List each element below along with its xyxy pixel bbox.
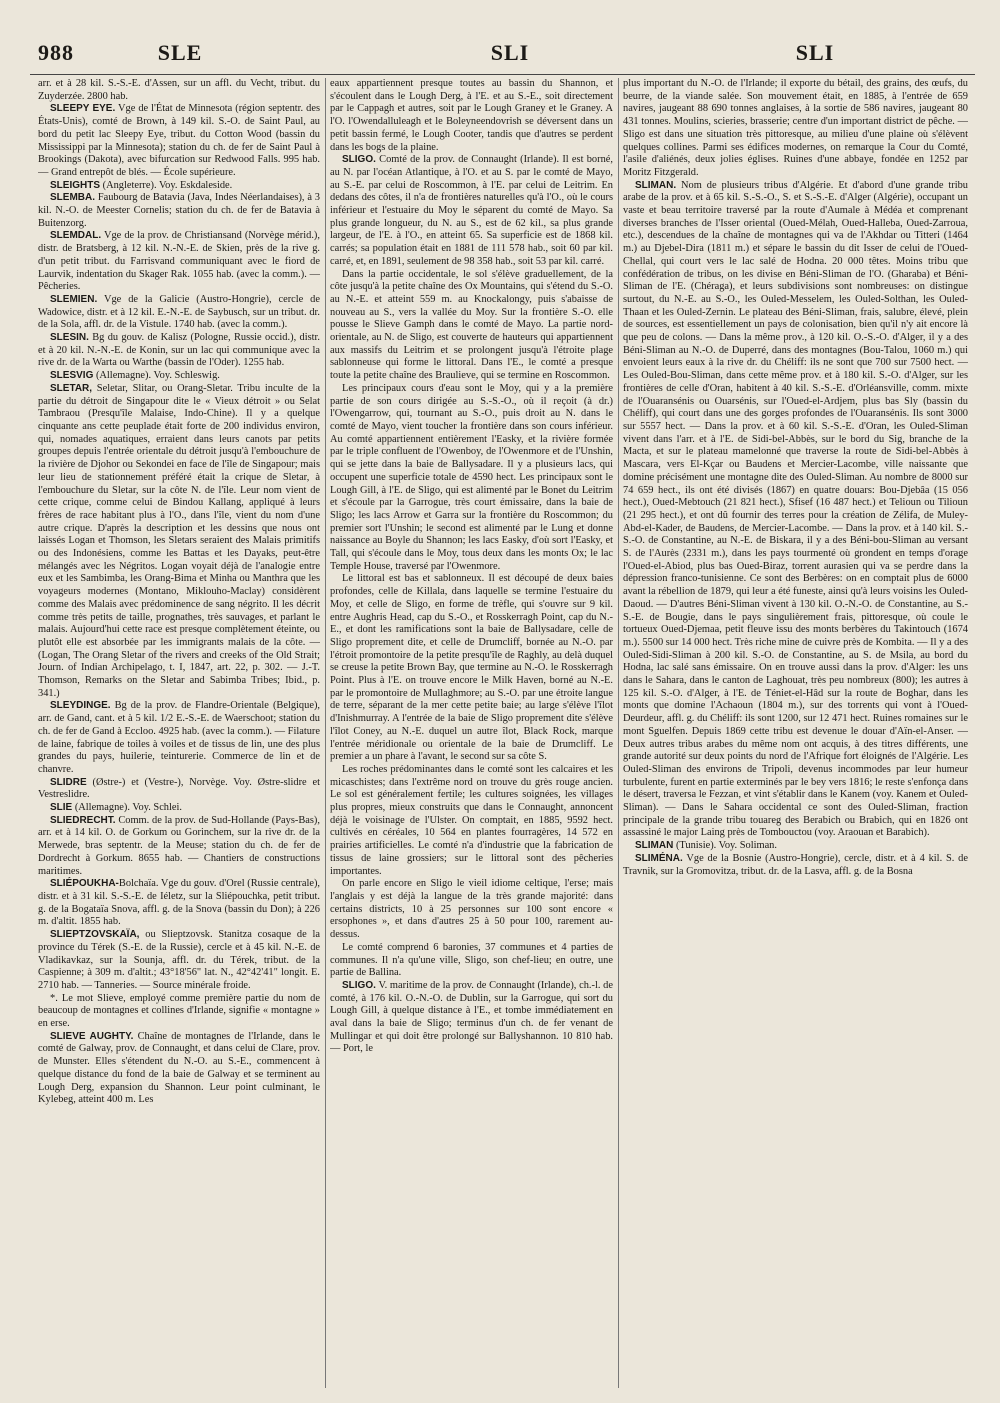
column-divider <box>618 78 619 1388</box>
entry-headword: SLEMDAL. <box>50 230 102 242</box>
dictionary-entry <box>38 993 320 1031</box>
entry-headword: SLIMÉNA. <box>635 852 683 864</box>
dictionary-entry <box>38 815 320 879</box>
entry-headword: SLEEPY EYE. <box>50 103 116 115</box>
dictionary-entry <box>38 294 320 332</box>
entry-headword: SLEMBA. <box>50 192 95 204</box>
entry-headword: SLEYDINGE. <box>50 700 111 712</box>
entry-text: ou Slieptzovsk. Stanitza cosaque de la province du Térek (S.-E. de la Russie), cercle et à 45 kil. N.-E. de Vladikavkaz, sur la Sounja, affl. dr. du Térek, tribut. de la Caspienne; à 309 m. d'altit.; 43°18'56" lat. N., 42°42'41" longit. E. 2710 hab. — Tanneries. — Source minérale froide. <box>38 929 320 991</box>
entry-text: Comté de la prov. de Connaught (Irlande). Il est borné, au N. par l'océan Atlantique, à l'O. et au S. par le comté de Mayo, au S.-E. par celui de Roscommon, à l'E. par celui de Leitrim. En dedans des côtes, il n'a de frontières naturelles qu'à l'O., où le cours inférieur et l'estuaire du Moy le séparent du comté de Mayo. Sa plus grande longueur, du N. au S., est de 62 kil., sa plus grande largeur, de l'E. à l'O., en atteint 65. Sa superficie est de 1868 kil. carrés; sa population était en 1881 de 111 578 hab., soit 60 par kil. carré, et, en 1891, seulement de 98 358 hab., soit 53 par kil. carré. <box>330 154 613 267</box>
entry-text: Les roches prédominantes dans le comté sont les calcaires et les micaschistes; dans l'extrême nord on trouve du grès rouge ancien. Le sol est généralement fertile; les cultures soignées, les villages plus propres, mieux construits que dans le Connaught, annoncent déjà le voisinage de l'Ulster. On comptait, en 1885, 9592 hect. cultivés en céréales, 10 564 en plantes fourragères, 14 572 en prairies artificielles. Le comté n'a d'industrie que la fabrication de tissus de laine grossiers; sur le littoral sont des pêcheries importantes. <box>330 763 613 877</box>
entry-text: (Østre-) et (Vestre-), Norvège. Voy. Østre-slidre et Vestreslidre. <box>38 776 320 801</box>
page-number: 988 <box>38 40 74 65</box>
entry-text: Le comté comprend 6 baronies, 37 communes et 4 parties de communes. Il n'a qu'une ville, Sligo, son chef-lieu; en outre, une partie de Ballina. <box>330 941 613 979</box>
dictionary-entry <box>38 929 320 993</box>
entry-headword: SLIEVE AUGHTY. <box>50 1030 134 1042</box>
entry-text: On parle encore en Sligo le vieil idiome celtique, l'erse; mais l'anglais y est déjà la langue de la très grande majorité: dans certains districts, 10 à 25 personnes sur 100 sont encore « ersophones », et dans d'autres 25 à 50 pour 100, rarement au-dessus. <box>330 878 613 941</box>
entry-headword: SLIMAN <box>635 840 674 852</box>
dictionary-entry <box>38 878 320 929</box>
running-head-center: SLI <box>490 40 530 65</box>
entry-text: Bg de la prov. de Flandre-Orientale (Belgique), arr. de Gand, cant. et à 5 kil. 1/2 E.-S.-E. de Waerschoot; station du ch. de fer de Gand à Eccloo. 4925 hab. (avec la comm.). — Filature de laine, fabrique de toiles à voiles et de tissus de lin, une des plus grandes du pays, huilerie, teinturerie. Commerce de lin et de chanvre. <box>38 700 320 775</box>
entry-text: Nom de plusieurs tribus d'Algérie. Et d'abord d'une grande tribu arabe de la prov. et à 65 kil. S.-S.-O., S. et S.-S.-E. d'Alger (Algérie), occupant un vaste et beau territoire traversé par la route d'Aumale à Médéa et comprenant diverses branches de l'Isser oriental (Oued-Mélah, Oued-Halleba, Oued-Zarroua, etc.), descendues de la chaîne de montagnes qui va de l'Akhdar ou Titteri (1464 m.) au Djebel-Dira (1811 m.) et sépare le bassin du dit Isser de celui de l'Oued-Chellal, qui court vers le lac salé de Hodna. 20 000 têtes. Moins tribu que confédération de tribus, on les divise en Béni-Sliman de l'O. (Gharaba) et Béni-Sliman de l'E. (Chéraga), et leurs subdivisions sont nombreuses: on distingue surtout, du N.-E. au S.-O., les Ouled-Messelem, les Ouled-Solthan, les Ouled-Thaan et les Ouled-Zernin. Le plateau des Béni-Sliman, frais, salubre, élevé, plein de sources, est essentiellement un pays de colonisation, bien qu'il n'y ait encore là que peu de colons. — Dans la même prov., à 120 kil. O.-S.-O. d'Alger, il y a des Béni-Sliman au N.-O. de Duperré, dans des montagnes (Bou-Talou, 1060 m.) qui envoient leurs eaux à la rive dr. du Chéliff: ils ne sont que 700 sur 7500 hect. — Les Ouled-Bou-Sliman, dans cette même prov. et à 180 kil. S.-O. d'Alger, sur les frontières de celle d'Oran, habitent à 40 kil. S.-S.-E. d'Orléansville, comm. mixte de l'Ouaransénis ou Ouarsénis, sur l'Oued-el-Ardjem, plus bas Sly (bassin du Chéliff), qui court dans une des gorges profondes de l'Ouaransénis. Ils sont 3000 sur 5557 hect. — Dans la prov. et à 60 kil. S.-S.-E. d'Oran, les Ouled-Sliman vivent dans l'arr. et à l'E. de Sidi-bel-Abbès, sur le bord du Sig, branche de la Macta, et sur le plateau mamelonné que traverse la route de Sidi-bel-Abbès à Mascara, vers El-Kçar ou Baudens et Mercier-Lacombe, ville naissante que domine précisément une montagne dite des Ouled-Sliman. Au nombre de 8000 sur 74 659 hect., ils ont été divisés (1867) en quatre douars: Bou-Djebâa (15 056 hect.), Oued-Mebtouch (21 821 hect.), Sfisef (16 487 hect.) et Telioun ou Tilioun (21 295 hect.), et ont dû fournir des terres pour la création de Zélifa, de Muley-Abd-el-Kader, de Baudens, de Mercier-Lacombe. — Dans la prov. et à 140 kil. S.-S.-O. de Constantine, au N.-E. de Biskara, il y a des Béni-bou-Sliman au versant S. de l'Aurès (2331 m.), dans les pays tourmenté où grondent en temps d'orage l'Oued-el-Abiod, plus bas Oued-Biraz, torrent aurasien qui va se perdre dans la dépression franco-tunisienne. Ce sont des Berbères: on en comptait plus de 6000 avant la rébellion de 1879, qui leur a été funeste, ainsi qu'à leurs voisins les Ouled-Daoud. — D'autres Béni-Sliman vivent à 130 kil. O.-N.-O. de Constantine, au S.-S.-E. de Bougie, dans le pays singulièrement frais, pittoresque, où coule le tortueux Oued-Djemaa, petit fleuve issu des monts berbères du Takintouch (1674 m.). 5500 sur 14 000 hect. Très riche mine de cuivre près de Kombita. — Il y a des Ouled-Sidi-Sliman à 200 kil. S.-O. de Constantine, au S. de Msila, au bord du Hodna, lac salé sans émissaire. On en trouve aussi dans la prov. d'Alger: les uns dans le Sahara, dans le canton de Laghouat, très peu nombreux (800); les autres à 125 kil. S.-O. d'Alger, à l'E. de Téniet-el-Hâd sur la route de Boghar, dans les monts que domine l'Achaoun (1804 m.), sur des torrents qui vont à l'Oued-Deurdeur, affl. g. du Chéliff: ils sont 1200, sur 12 471 hect. Ruines romaines sur le mont Sguelfen. Depuis 1869 cette tribu est devenue le douar d'Aïn-el-Anser. — Deux autres tribus arabes du même nom ont acquis, à des titres différents, une grande autorité sur deux points du nord de l'Afrique fort éloignés de l'Algérie. Les Ouled-Sliman des environs de Tripoli, devenus incommodes par leur humeur turbulente, furent en partie exterminés par le bey vers 1816; le reste s'enfonça dans le désert, traversa le Fezzan, et vint s'établir dans le Kanem (voy. Kanem et Ouled-Sliman). — Dans le Sahara occidental ce sont des Ouled-Sliman, fraction principale de la grande tribu touareg des Berabich ou Brabich, qui en 1826 ont assassiné le major Laing près de Tombouctou (voy. Araouan et Barabich). <box>623 179 968 839</box>
dictionary-entry <box>330 764 613 878</box>
entry-text: Vge de la Bosnie (Austro-Hongrie), cercle, distr. et à 4 kil. S. de Travnik, sur la Gromovitza, tribut. dr. de la Lasva, affl. g. de la Bosna <box>623 852 968 877</box>
dictionary-entry <box>623 853 968 878</box>
text-column-1 <box>38 78 320 1388</box>
dictionary-entry <box>38 370 320 383</box>
entry-text: eaux appartiennent presque toutes au bassin du Shannon, et s'écoulent dans le Lough Derg, à l'E. et au S.-E., soit directement par le Cappagh et autres, soit par le Lough Graney et le Graney. A l'O. l'Owendalluleagh et le Boleyneendovrish se déversent dans un petit bassin fermé, le Lough Cooter, tandis que d'autres se perdent dans les bogs de la plaine. <box>330 78 613 153</box>
entry-headword: SLEMIEN. <box>50 293 98 305</box>
entry-text: plus important du N.-O. de l'Irlande; il exporte du bétail, des grains, des œufs, du beurre, de la viande salée. Son mouvement était, en 1885, à l'entrée de 659 navires, jaugeant 88 690 tonnes anglaises, à la sortie de 586 navires, jaugeant 80 431 tonnes. Moulins, scieries, brasserie; centre d'un important district de pêche. — Sligo est dans une situation très pittoresque, au milieu d'une plaine où s'élèvent quelques collines. Parmi ses édifices modernes, on remarque la Cour du Comté, l'asile d'aliénés, deux jolies églises. Ruines d'une abbaye, fondée en 1252 par Moritz Fitzgerald. <box>623 78 968 178</box>
entry-headword: SLIDRE <box>50 776 87 788</box>
dictionary-entry <box>330 878 613 942</box>
entry-headword: SLIEPTZOVSKAÏA, <box>50 929 140 941</box>
entry-text: V. maritime de la prov. de Connaught (Irlande), ch.-l. de comté, à 176 kil. O.-N.-O. de Dublin, sur la Garrogue, qui sort du Lough Gill, à quelque distance à l'E., et tombe immédiatement en aval dans la baie de Sligo; terminus d'un ch. de fer venant de Mullingar et qui doit être prolongé sur Ballyshannon. 10 810 hab. — Port, le <box>330 979 613 1055</box>
entry-headword: SLIE <box>50 802 73 814</box>
entry-text: Les principaux cours d'eau sont le Moy, qui y a la première partie de son cours dirigée au S.-S.-O., où il reçoit (à dr.) l'Owengarrow, qui, tournant au S.-O., puis droit au N. dans le comté de Mayo, vient toucher la frontière dans son cours inférieur. Au comté appartiennent entièrement l'Easky, et la rivière formée par le triple confluent de l'Owenboy, de l'Owenmore et de l'Unshin, qui se jette dans la baie de Ballysadare. Il y a plusieurs lacs, qui occupent une superficie totale de 4590 hect. Les principaux sont le Lough Gill, à l'E. de Sligo, qui est alimenté par le Bonet du Leitrim et s'écoule par la Garrogue, très court émissaire, dans la baie de Sligo; les lacs Arrow et Garra sur la frontière du Roscommon; du premier sort l'Unshin; le second est alimenté par le Lung et donne naissance au Boyle du Shannon; les lacs Easky, d'où sort l'Easky, et Tall, qui s'écoule dans le Moy, tous deux dans les monts Ox; le lac Temple House, traversé par l'Owenmore. <box>330 382 613 572</box>
text-column-2 <box>330 78 613 1388</box>
entry-headword: SLEIGHTS <box>50 179 101 191</box>
dictionary-entry <box>38 180 320 193</box>
entry-text: Dans la partie occidentale, le sol s'élève graduellement, de la côte jusqu'à la petite chaîne des Ox Mountains, qui s'étend du S.-O. au N.-E. et atteint 559 m. au Knockalongy, puis s'abaisse de nouveau au S., vers la vallée du Moy. Sur la frontière S.-O. elle pousse le Slieve Gamph dans le comté de Mayo. La partie nord-orientale, au N. de Sligo, est couverte de hauteurs qui appartiennent aux massifs du Leitrim et se prolongent jusqu'à l'étroite plage sablonneuse qui forme le littoral. Dans l'E., le comté a presque toute la petite chaîne des Braulieve, qui se termine en Roscommon. <box>330 268 613 382</box>
entry-headword: SLIMAN. <box>635 179 677 191</box>
column-divider <box>325 78 326 1388</box>
dictionary-entry <box>330 980 613 1056</box>
dictionary-entry <box>330 573 613 764</box>
dictionary-entry <box>38 230 320 294</box>
entry-text: *. Le mot Slieve, employé comme première partie du nom de beaucoup de montagnes et collines d'Irlande, signifie « montagne » en erse. <box>38 992 320 1030</box>
entry-text: arr. et à 28 kil. S.-S.-E. d'Assen, sur un affl. du Vecht, tribut. du Zuyderzée. 2800 hab. <box>38 78 320 102</box>
dictionary-entry <box>330 154 613 268</box>
entry-headword: SLIEDRECHT. <box>50 814 116 826</box>
dictionary-entry <box>38 383 320 701</box>
entry-text: Le littoral est bas et sablonneux. Il est découpé de deux baies profondes, celle de Killala, dans laquelle se termine l'estuaire du Moy, et celle de Sligo, en forme de trèfle, qui s'ouvre sur 9 kil. entre Aughris Head, cap du S.-O., et Rosskerragh Point, cap du N.-E., et dont les ramifications sont la baie de Ballysadare, celle de Sligo proprement dite, et celle de Drumcliff, bornée au N.-O. par l'étroit promontoire de la petite presqu'île de Raghly, au delà duquel se creuse la petite Brown Bay, que termine au N.-O. le Rosskerragh Point. Plus à l'E. on trouve encore le Milk Haven, borné au N.-E. par le promontoire de Mullaghmore; au S.-O. par une étroite langue de terre, séparant de la mer cette petite baie; au large s'élève l'îlot d'Inishmurray. A l'entrée de la baie de Sligo proprement dite s'élève l'îlot Coney, au N.-E. duquel un autre îlot, Black Rock, marque l'entrée méridionale ou orientale de la baie de Drumcliff. Le premier a un phare à l'avant, le second sur sa côte S. <box>330 573 613 763</box>
entry-text: Seletar, Slitar, ou Orang-Sletar. Tribu inculte de la partie du détroit de Singapour dite le « Vieux détroit » ou Selat Tambraou (Presqu'île Malaise, Indo-Chine). Il y a quelque cinquante ans cette peuplade était forte de 200 individus environ, qui, nomades aquatiques, erraient dans leurs canots par petits groupes depuis l'entrée orientale du détroit jusqu'à l'embouchure de la rivière de Djohor ou Sekondei en face de l'île de Singapour; mais leur lieu de stationnement préféré était la crique de Sletar, à l'embouchure du Sletar, sur la côte N. de l'île. Leur nom vient de cette crique, comme celui de Bindou Kallang, appliqué à leurs frères de race habitant plus à l'O., dans l'île, vient du nom d'une autre crique. D'après la description et les dessins que nous ont laissés Logan et Thomson, les Sletars seraient des Malais primitifs ou des Indonésiens, comme les Battas et les Dayaks, peut-être mélangés avec les Négritos. Logan voyait déjà de l'analogie entre eux et les Sambimba, les Orang-Bima et Minha ou Manthra que les voyageurs modernes (Montano, Miklouho-Maclay) considèrent comme des Malais avec prédominence de sang négrito. Il les décrit comme très petits de taille, prognathes, très sauvages, et parlant le malais. Aujourd'hui cette race est presque complètement éteinte, ou plutôt elle est absorbée par les immigrants malais de la côte. — (Logan, The Orang Sletar of the rivers and creeks of the Old Strait; Journ. of Indian Archipelago, t. I, 1847, art. 22, p. 302. — J.-T. Thomson, Remarks on the Sletar and Sabimba Tribes; Ibid., p. 341.) <box>38 382 320 699</box>
dictionary-entry <box>38 103 320 179</box>
dictionary-entry <box>330 383 613 574</box>
text-column-3 <box>623 78 968 1388</box>
dictionary-entry <box>623 78 968 180</box>
entry-text: Vge de la prov. de Christiansand (Norvège mérid.), distr. de Bratsberg, à 12 kil. N.-N.-E. de Skien, près de la rive g. d'un petit tribut. du Farrisvand communiquant avec le fiord de Laurvik, indentation du Skager Rak. 1055 hab. (avec la comm.). — Pêcheries. <box>38 230 320 293</box>
dictionary-entry <box>38 332 320 370</box>
entry-text: Vge de la Galicie (Austro-Hongrie), cercle de Wadowice, distr. et à 12 kil. E.-N.-E. de Saybusch, sur un tribut. dr. de la Sola, affl. dr. de la Vistule. 1740 hab. (avec la comm.). <box>38 293 320 331</box>
dictionary-entry <box>38 700 320 776</box>
entry-text: (Allemagne). Voy. Schleswig. <box>93 370 220 382</box>
entry-text: Chaîne de montagnes de l'Irlande, dans le comté de Galway, prov. de Connaught, et dans celui de Clare, prov. de Munster. Elles s'étendent du N.-O. au S.-E., commencent à quelque distance du fond de la baie de Galway et se terminent au Lough Derg, expansion du Shannon. Leur point culminant, le Kylebeg, atteint 400 m. Les <box>38 1030 320 1106</box>
dictionary-entry <box>330 269 613 383</box>
entry-text: Vge de l'État de Minnesota (région septentr. des États-Unis), comté de Brown, à 149 kil. S.-O. de Saint Paul, au bord du petit lac Sleepy Eye, tribut. du Cotton Wood (bassin du Mississippi par la Minnesota); station du ch. de fer de Saint Paul à Brookings (Dakota), avec bifurcation sur Redwood Falls. 995 hab. — Grand entrepôt de blés. — École supérieure. <box>38 103 320 178</box>
dictionary-entry <box>38 802 320 815</box>
entry-headword: SLIGO. <box>342 154 376 166</box>
running-head-right: SLI <box>795 40 835 65</box>
entry-headword: SLETAR, <box>50 382 93 394</box>
entry-text: (Tunisie). Voy. Soliman. <box>673 840 777 852</box>
entry-text: Faubourg de Batavia (Java, Indes Néerlandaises), à 3 kil. N.-O. de Meester Cornelis; station du ch. de fer de Batavia à Buitenzorg. <box>38 192 320 229</box>
dictionary-entry <box>623 840 968 853</box>
dictionary-entry <box>38 1031 320 1107</box>
dictionary-entry <box>38 777 320 802</box>
dictionary-entry <box>330 942 613 980</box>
entry-headword: SLIÉPOUKHA- <box>50 878 119 890</box>
entry-text: Bolchaïa. Vge du gouv. d'Orel (Russie centrale), distr. et à 31 kil. S.-S.-E. de Iéletz, sur la Sliépouchka, petit tribut. g. de la Bogataïa Snova, affl. g. de la Snova (bassin du Don); à 226 m. d'altit. 1855 hab. <box>38 878 320 928</box>
entry-text: Bg du gouv. de Kalisz (Pologne, Russie occid.), distr. et à 20 kil. N.-N.-E. de Konin, sur un lac qui communique avec la rive dr. de la Warta ou Warthe (bassin de l'Oder). 1255 hab. <box>38 332 320 369</box>
entry-headword: SLESIN. <box>50 332 89 344</box>
running-head-left: SLE <box>157 40 203 65</box>
dictionary-entry <box>38 192 320 230</box>
entry-text: Comm. de la prov. de Sud-Hollande (Pays-Bas), arr. et à 14 kil. O. de Gorkum ou Gorinchem, sur la rive dr. de la Merwede, bras septentr. de la Meuse; station du ch. de fer de Dordrecht à Gorkum. 8655 hab. — Chantiers de constructions maritimes. <box>38 814 320 877</box>
entry-headword: SLESVIG <box>50 370 94 382</box>
entry-text: (Angleterre). Voy. Eskdaleside. <box>100 179 233 191</box>
dictionary-entry <box>623 180 968 841</box>
entry-text: (Allemagne). Voy. Schlei. <box>72 802 182 814</box>
header-rule <box>30 74 975 75</box>
dictionary-entry <box>38 78 320 103</box>
dictionary-entry <box>330 78 613 154</box>
entry-headword: SLIGO. <box>342 979 376 991</box>
